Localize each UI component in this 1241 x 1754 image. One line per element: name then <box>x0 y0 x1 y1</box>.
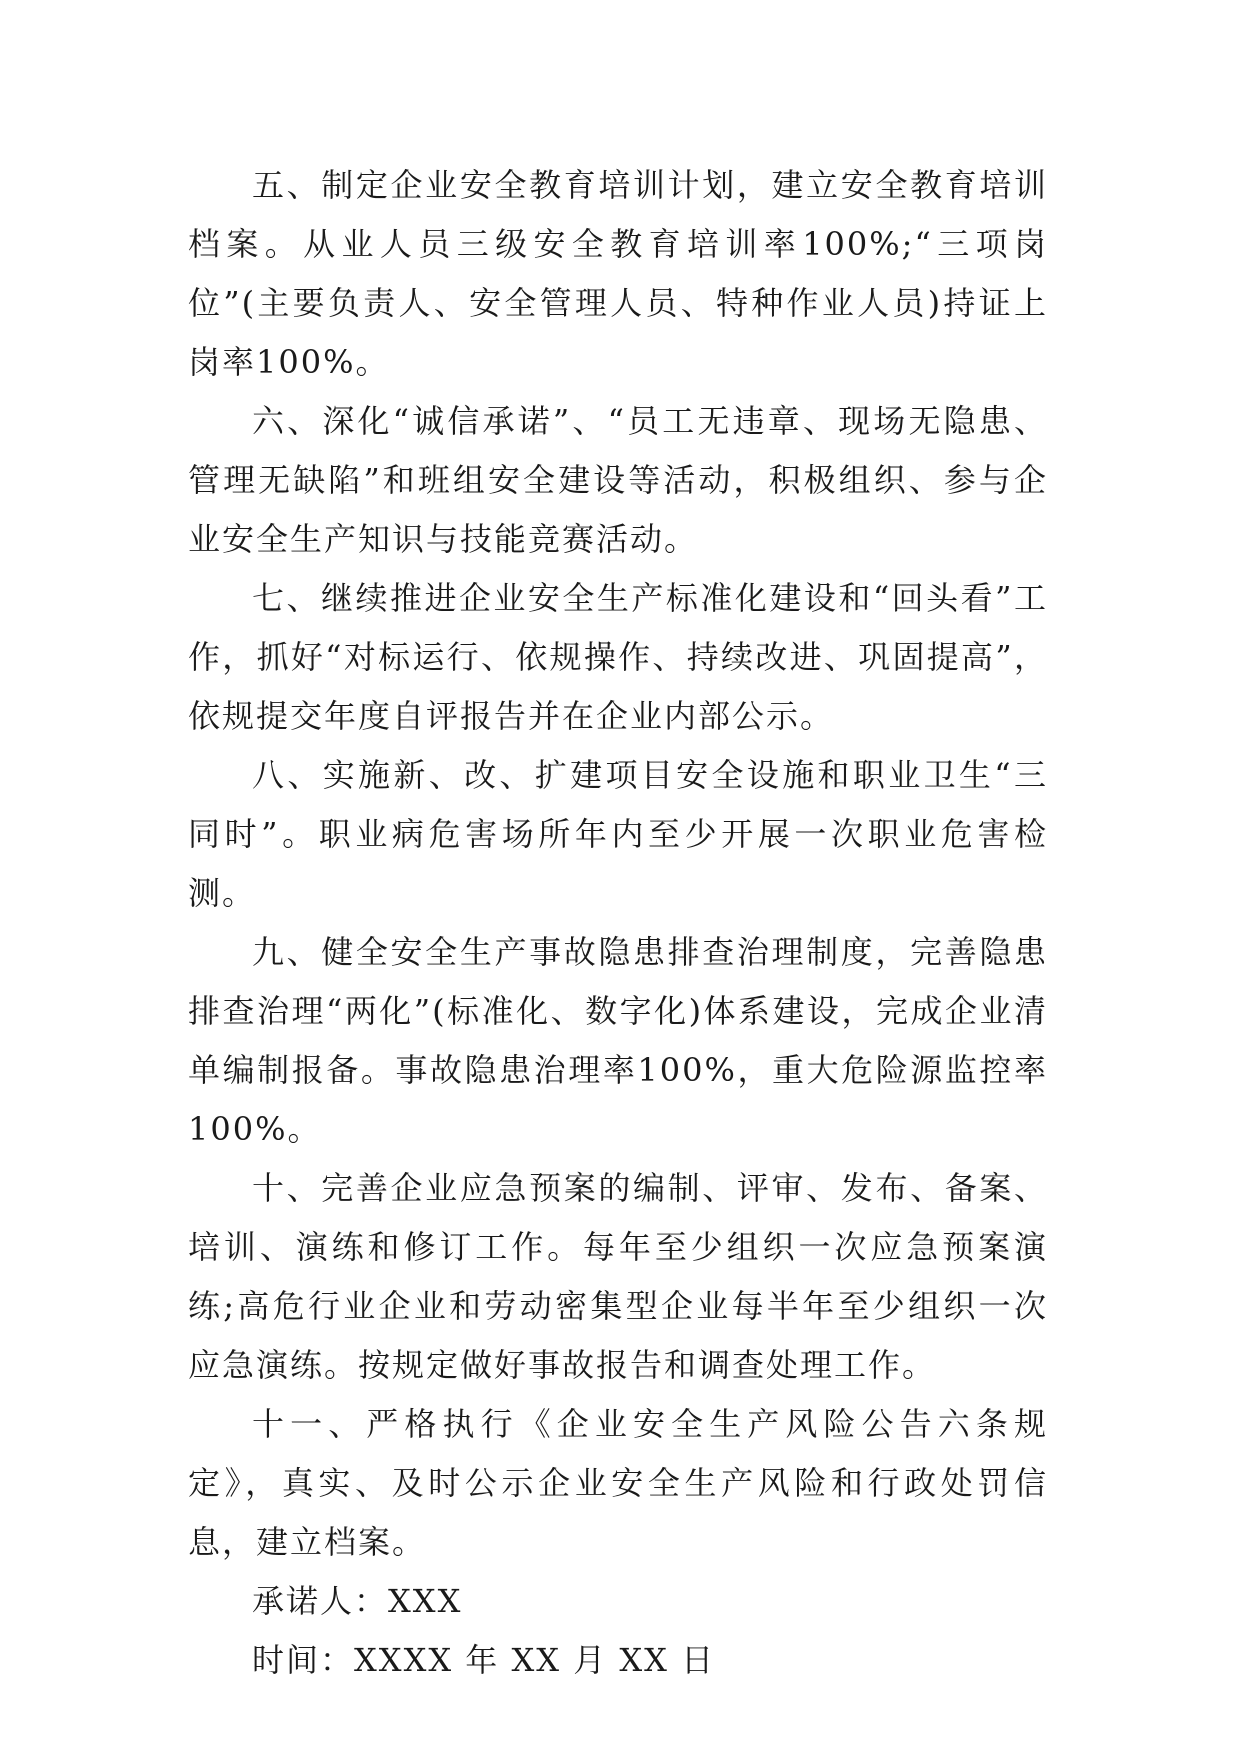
document-body <box>188 156 1048 1690</box>
paragraph-item-11: 十一、严格执行《企业安全生产风险公告六条规定》，真实、及时公示企业安全生产风险和行政处罚信息，建立档案。 <box>188 1405 1048 1561</box>
paragraph-item-8: 八、实施新、改、扩建项目安全设施和职业卫生“三同时”。职业病危害场所年内至少开展一次职业危害检测。 <box>188 756 1048 912</box>
paragraph-item-7: 七、继续推进企业安全生产标准化建设和“回头看”工作，抓好“对标运行、依规操作、持续改进、巩固提高”，依规提交年度自评报告并在企业内部公示。 <box>188 579 1048 735</box>
paragraph-item-10: 十、完善企业应急预案的编制、评审、发布、备案、培训、演练和修订工作。每年至少组织一次应急预案演练;高危行业企业和劳动密集型企业每半年至少组织一次应急演练。按规定做好事故报告和调查处理工作。 <box>188 1169 1048 1384</box>
paragraph-item-9: 九、健全安全生产事故隐患排查治理制度，完善隐患排查治理“两化”(标准化、数字化)体系建设，完成企业清单编制报备。事故隐患治理率100%，重大危险源监控率100%。 <box>188 933 1048 1148</box>
paragraph-item-6: 六、深化“诚信承诺”、“员工无违章、现场无隐患、管理无缺陷”和班组安全建设等活动，积极组织、参与企业安全生产知识与技能竞赛活动。 <box>188 402 1048 558</box>
signature-date: 时间：XXXX 年 XX 月 XX 日 <box>252 1641 716 1679</box>
paragraph-item-5: 五、制定企业安全教育培训计划，建立安全教育培训档案。从业人员三级安全教育培训率100%;“三项岗位”(主要负责人、安全管理人员、特种作业人员)持证上岗率100%。 <box>188 166 1048 381</box>
signature-promisor: 承诺人：XXX <box>252 1582 463 1620</box>
